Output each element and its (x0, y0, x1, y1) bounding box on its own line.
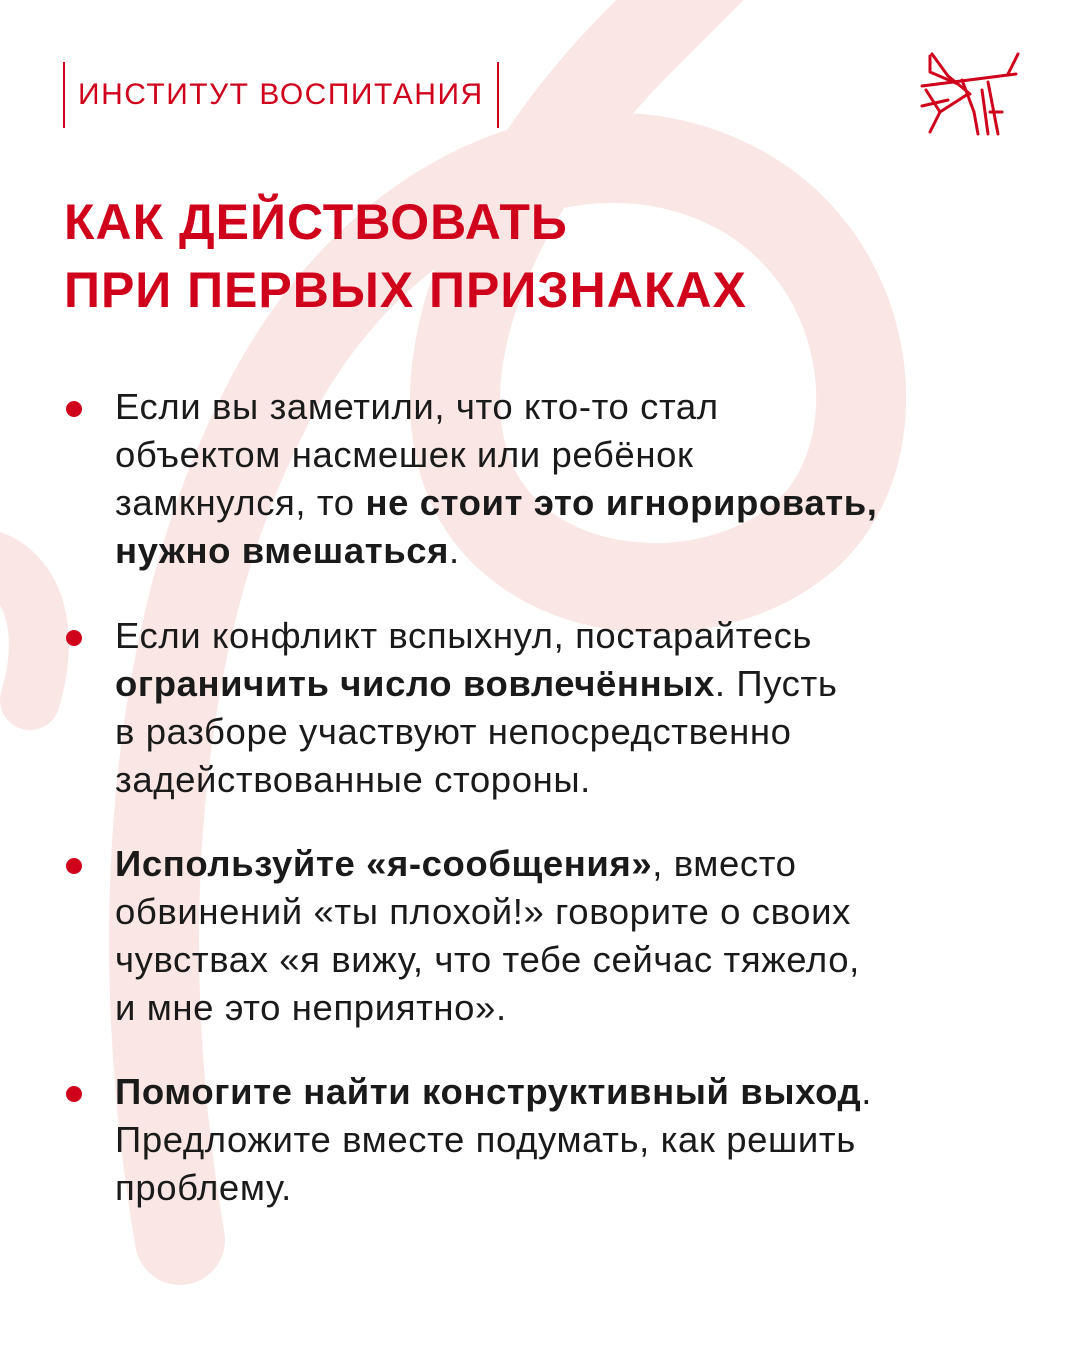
body-text: . Пусть (714, 663, 838, 704)
emphasis-text: Используйте «я-сообщения» (115, 843, 653, 884)
body-text: Предложите вместе подумать, как решить (115, 1119, 856, 1160)
emphasis-text: нужно вмешаться (115, 530, 450, 571)
body-text: . (861, 1071, 873, 1112)
advice-item-intervene (66, 383, 1026, 575)
emphasis-text: не стоит это игнорировать, (365, 482, 878, 523)
advice-text (115, 1068, 1026, 1212)
bullet-dot-icon (66, 401, 82, 417)
page-title-line-1: КАК ДЕЙСТВОВАТЬ (64, 194, 568, 250)
body-text: Если конфликт вспыхнул, постарайтесь (115, 615, 813, 656)
emphasis-text: Помогите найти конструктивный выход (115, 1071, 862, 1112)
org-name: ИНСТИТУТ ВОСПИТАНИЯ (78, 78, 484, 111)
bullet-dot-icon (66, 1086, 82, 1102)
body-text: объектом насмешек или ребёнок (115, 434, 694, 475)
body-text: чувствах «я вижу, что тебе сейчас тяжело, (115, 939, 860, 980)
page-title-line-2: ПРИ ПЕРВЫХ ПРИЗНАКАХ (64, 262, 747, 318)
body-text: обвинений «ты плохой!» говорите о своих (115, 891, 851, 932)
advice-text (115, 840, 1026, 1032)
advice-text (115, 383, 1026, 575)
bullet-dot-icon (66, 858, 82, 874)
body-text: , вместо (652, 843, 797, 884)
body-text: задействованные стороны. (115, 759, 591, 800)
body-text: Если вы заметили, что кто-то стал (115, 386, 719, 427)
body-text: в разборе участвуют непосредственно (115, 711, 792, 752)
body-text: . (449, 530, 460, 571)
advice-item-limit-involved (66, 612, 1026, 804)
advice-item-constructive-exit (66, 1068, 1026, 1212)
body-text: проблему. (115, 1167, 292, 1208)
advice-item-i-messages (66, 840, 1026, 1032)
bullet-dot-icon (66, 630, 82, 646)
body-text: замкнулся, то (115, 482, 366, 523)
emphasis-text: ограничить число вовлечённых (115, 663, 715, 704)
advice-text (115, 612, 1026, 804)
body-text: и мне это неприятно». (115, 987, 507, 1028)
